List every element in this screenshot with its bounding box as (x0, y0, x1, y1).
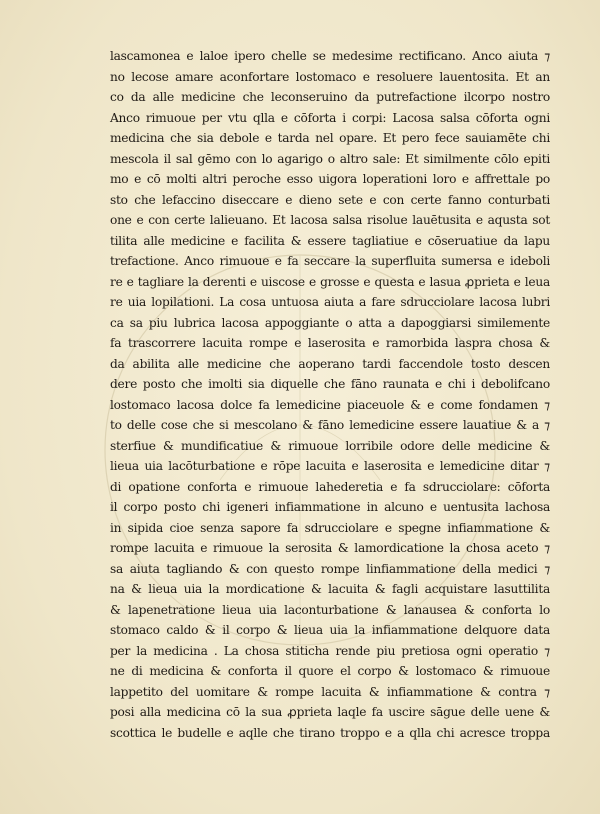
text-line: per la medicina . La chosa stiticha rende piu pretiosa ogni operatio ⁊ (110, 643, 550, 658)
text-line: mo e cō molti altri peroche esso uigora loperationi loro e affrettale po (110, 172, 550, 186)
text-line: fa trascorrere lacuita rompe e laserosita e ramorbida laspra chosa & (110, 336, 550, 350)
text-line: to delle cose che si mescolano & fāno lemedicine essere lauatiue & a ⁊ (110, 418, 550, 432)
text-line: ca sa piu lubrica lacosa appoggiante o atta a dapoggiarsi similemente (110, 315, 550, 330)
text-line: posi alla medicina cō la sua ꝓprieta laqle fa uscire sāgue delle uene & (110, 705, 550, 719)
text-line: co da alle medicine che leconseruino da putrefactione ilcorpo nostro (110, 90, 550, 104)
text-line: stomaco caldo & il corpo & lieua uia la infiammatione delquore data (110, 623, 550, 637)
text-line: sterfiue & mundificatiue & rimuoue lorribile odore delle medicine & (110, 438, 550, 453)
text-line: il corpo posto chi igeneri infiammatione in alcuno e uentusita lachosa (110, 500, 550, 514)
text-line: dere posto che imolti sia diquelle che fāno raunata e chi i debolifcano (110, 377, 550, 391)
text-line: sto che lefaccino diseccare e dieno sete e con certe fanno conturbati (110, 192, 550, 207)
text-line: re e tagliare la derenti e uiscose e grosse e questa e lasua ꝓprieta e leua (110, 274, 550, 289)
text-line: mescola il sal gēmo con lo agarigo o altro sale: Et similmente cōlo epiti (110, 151, 550, 166)
text-line: in sipida cioe senza sapore fa sdrucciolare e spegne infiammatione & (110, 520, 550, 535)
text-line: lostomaco lacosa dolce fa lemedicine piaceuole & e come fondamen ⁊ (110, 397, 550, 412)
text-line: rompe lacuita e rimuoue la serosita & lamordicatione la chosa aceto ⁊ (110, 541, 550, 555)
text-line: lascamonea e laloe ipero chelle se medesime rectificano. Anco aiuta ⁊ (110, 49, 550, 63)
text-line: one e con certe lalieuano. Et lacosa salsa risolue lauētusita e aqusta sot (110, 213, 550, 227)
text-line: lieua uia lacōturbatione e rōpe lacuita e laserosita e lemedicine ditar ⁊ (110, 459, 550, 473)
text-line: Anco rimuoue per vtu qlla e cōforta i corpi: Lacosa salsa cōforta ogni (110, 110, 550, 125)
text-line: re uia lopilationi. La cosa untuosa aiuta a fare sdrucciolare lacosa lubri (110, 295, 550, 309)
text-line: sa aiuta tagliando & con questo rompe linfiammatione della medici ⁊ (110, 561, 550, 576)
text-line: da abilita alle medicine che aoperano tardi faccendole tosto descen (110, 356, 550, 371)
text-line: no lecose amare aconfortare lostomaco e resoluere lauentosita. Et an (110, 69, 550, 84)
text-line: na & lieua uia la mordicatione & lacuita & fagli acquistare lasuttilita (110, 582, 550, 596)
text-line: ne di medicina & conforta il quore el corpo & lostomaco & rimuoue (110, 664, 550, 678)
text-line: medicina che sia debole e tarda nel opare. Et pero fece sauiamēte chi (110, 131, 550, 145)
body-text (110, 46, 550, 743)
text-line: scottica le budelle e aqlle che tirano troppo e a qlla chi acresce troppa (110, 725, 550, 740)
text-line: tilita alle medicine e facilita & essere tagliatiue e cōseruatiue da lapu (110, 233, 550, 248)
text-line: trefactione. Anco rimuoue e fa seccare la superfluita sumersa e ideboli (110, 254, 550, 268)
text-line: lappetito del uomitare & rompe lacuita & infiammatione & contra ⁊ (110, 684, 550, 699)
text-line: di opatione conforta e rimuoue lahederetia e fa sdrucciolare: cōforta (110, 479, 550, 494)
text-line: & lapenetratione lieua uia laconturbatione & lanausea & conforta lo (110, 602, 550, 617)
